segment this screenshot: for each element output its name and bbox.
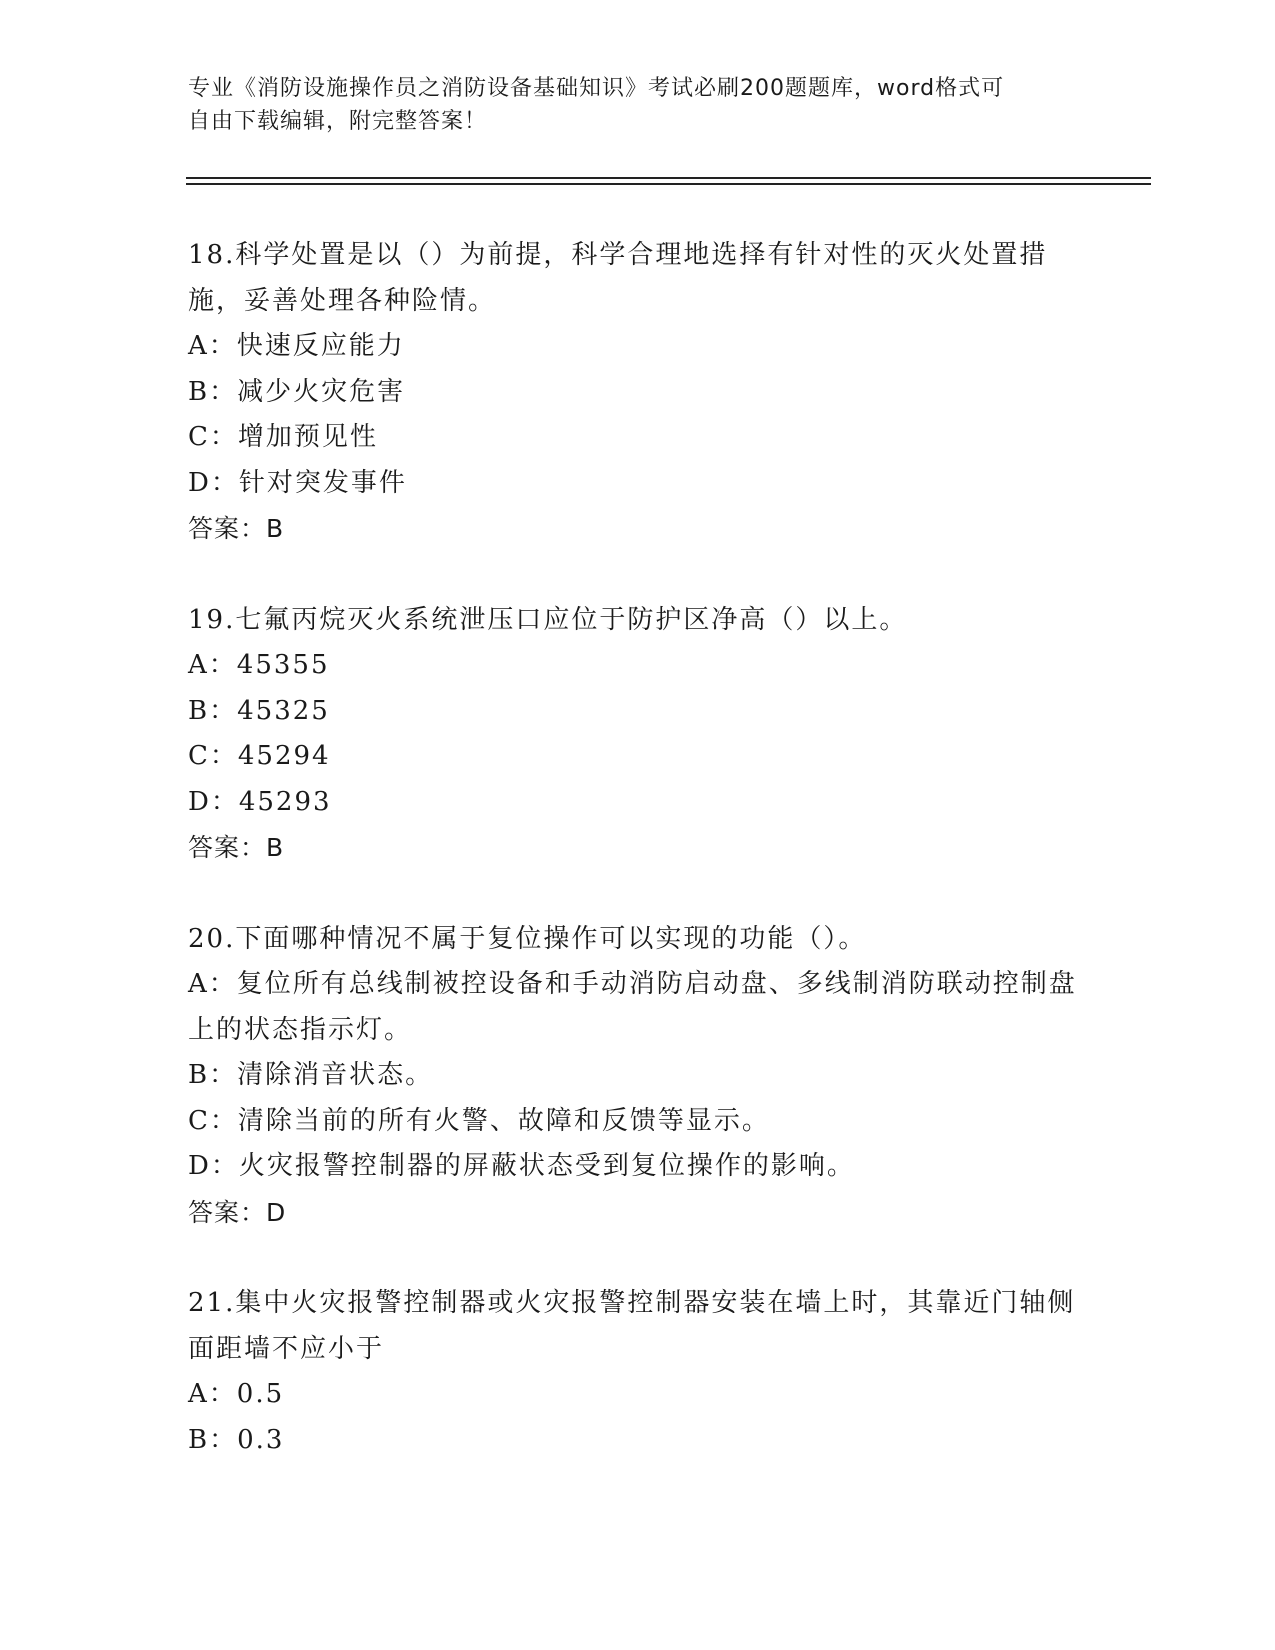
question-stem: 21.集中火灾报警控制器或火灾报警控制器安装在墙上时，其靠近门轴侧面距墙不应小于 xyxy=(188,1288,1076,1364)
option-c: C：清除当前的所有火警、故障和反馈等显示。 xyxy=(188,1105,770,1136)
option-d: D：火灾报警控制器的屏蔽状态受到复位操作的影响。 xyxy=(188,1151,855,1181)
option-b: B：减少火灾危害 xyxy=(188,376,406,407)
option-a: A：复位所有总线制被控设备和手动消防启动盘、多线制消防联动控制盘上的状态指示灯。 xyxy=(188,969,1077,1045)
question-stem: 19.七氟丙烷灭火系统泄压口应位于防护区净高（）以上。 xyxy=(188,604,908,635)
question-18 xyxy=(188,233,1088,552)
option-c: C：增加预见性 xyxy=(188,422,378,452)
question-list xyxy=(188,233,1088,1509)
option-d: D：45293 xyxy=(188,786,332,817)
question-21 xyxy=(188,1281,1088,1463)
answer-line: 答案：B xyxy=(188,514,285,543)
option-a: A：45355 xyxy=(188,650,330,680)
option-a: A：0.5 xyxy=(188,1379,285,1409)
option-b: B：清除消音状态。 xyxy=(188,1060,434,1090)
option-b: B：0.3 xyxy=(188,1424,285,1455)
option-c: C：45294 xyxy=(188,741,331,771)
document-header: 专业《消防设施操作员之消防设备基础知识》考试必刷200题题库，word格式可 自由下载编辑，附完整答案！ xyxy=(188,76,1005,134)
question-19 xyxy=(188,598,1088,871)
answer-line: 答案：D xyxy=(188,1197,287,1227)
answer-line: 答案：B xyxy=(188,833,285,862)
header-divider-top xyxy=(186,177,1151,179)
question-stem: 18.科学处置是以（）为前提，科学合理地选择有针对性的灭火处置措施，妥善处理各种险情。 xyxy=(188,240,1048,316)
option-b: B：45325 xyxy=(188,695,330,726)
question-20 xyxy=(188,917,1088,1236)
question-stem: 20.下面哪种情况不属于复位操作可以实现的功能（）。 xyxy=(188,923,867,954)
header-divider-bottom xyxy=(186,183,1151,185)
option-a: A：快速反应能力 xyxy=(188,331,405,361)
option-d: D：针对突发事件 xyxy=(188,467,407,498)
